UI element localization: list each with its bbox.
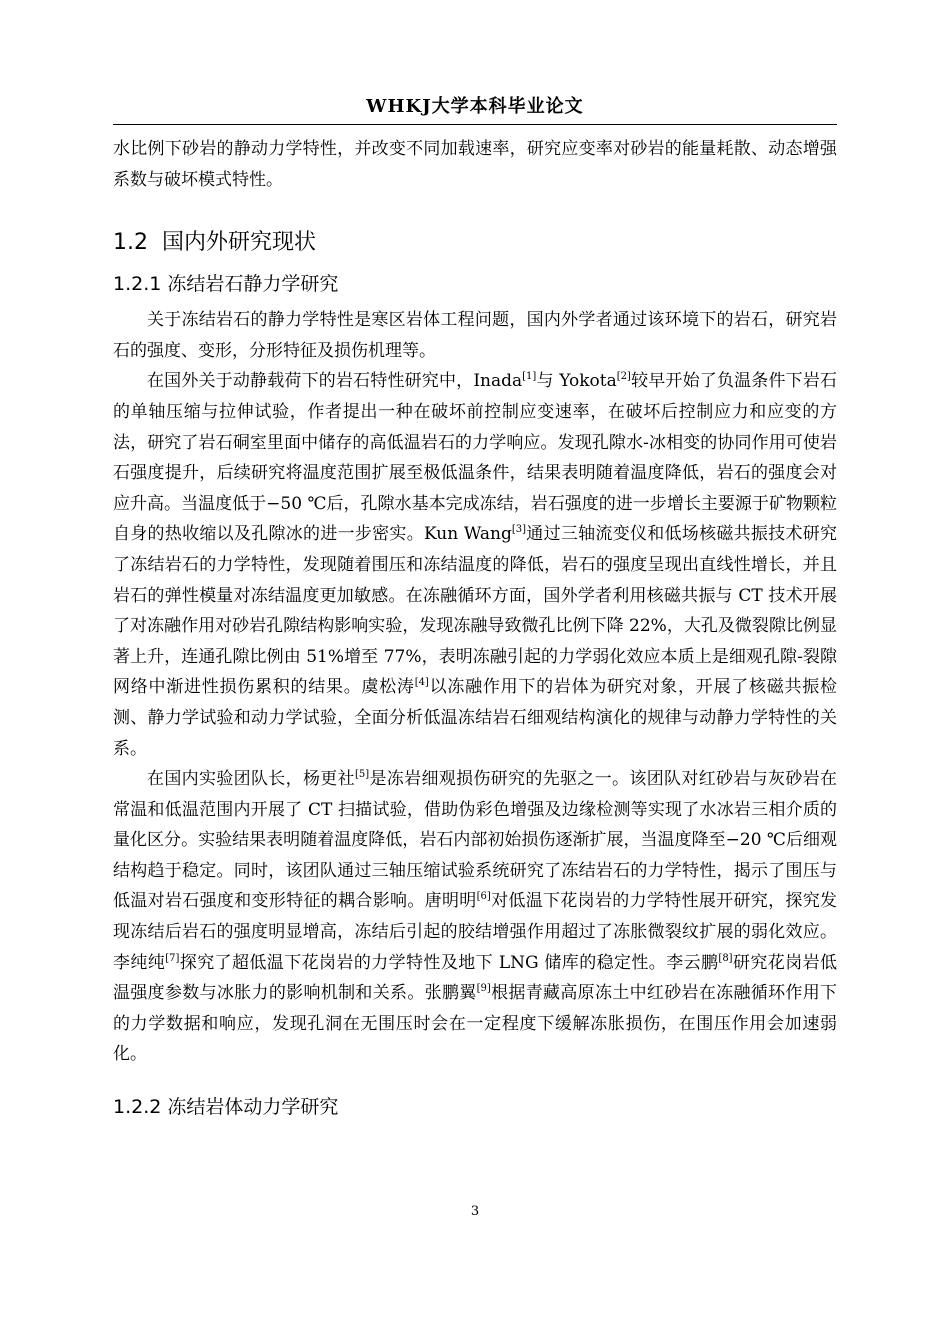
header-rule bbox=[113, 124, 837, 125]
paragraph-static-overview: 关于冻结岩石的静力学特性是寒区岩体工程问题，国内外学者通过该环境下的岩石，研究岩石的强度、变形，分形特征及损伤机理等。 bbox=[113, 310, 837, 361]
text-run: 以冻融作用下的岩体为研究对象，开展了核磁共振检测、静力学试验和动力学试验，全面分析低温冻结岩石细观结构演化的规律与动静力学特性的关系。 bbox=[113, 677, 838, 759]
citation-ref: [2] bbox=[616, 371, 631, 383]
intro-paragraph-tail: 水比例下砂岩的静动力学特性，并改变不同加载速率，研究应变率对砂岩的能量耗散、动态增强系数与破坏模式特性。 bbox=[113, 139, 837, 190]
text-run: 是冻岩细观损伤研究的先驱之一。该团队对红砂岩与灰砂岩在常温和低温范围内开展了 CT 扫描试验，借助伪彩色增强及边缘检测等实现了水冰岩三相介质的量化区分。实验结果表明随着温度降低，岩石内部初始损伤逐渐扩展，当温度降至−20 ℃后细观结构趋于稳定。同时，该团队通过三轴压缩试验系统研究了冻结岩石的力学特性，揭示了围压与低温对岩石强度和变形特征的耦合影响。唐明明 bbox=[113, 769, 838, 912]
subsection-number: 1.2.1 bbox=[113, 273, 162, 296]
citation-ref: [4] bbox=[414, 677, 429, 689]
body-text bbox=[113, 134, 837, 1128]
text-run: 对低温下花岗岩的力学特性展开研究，探究发现冻结后岩石的强度明显增高，冻结后引起的胶结增强作用超过了冻胀微裂纹扩展的弱化效应。李纯纯 bbox=[113, 891, 838, 973]
subsection-heading-1 bbox=[113, 269, 837, 299]
section-number: 1.2 bbox=[113, 230, 148, 256]
subsection-heading-2 bbox=[113, 1092, 837, 1122]
text-run: 根据青藏高原冻土中红砂岩在冻融循环作用下的力学数据和响应，发现孔洞在无围压时会在一定程度下缓解冻胀损伤，在围压作用会加速弱化。 bbox=[113, 983, 838, 1065]
paragraph-foreign-research bbox=[113, 366, 837, 764]
text-run: 探究了超低温下花岗岩的力学特性及地下 LNG 储库的稳定性。李云鹏 bbox=[179, 952, 719, 973]
text-run: 通过三轴流变仪和低场核磁共振技术研究了冻结岩石的力学特性，发现随着围压和冻结温度的降低，岩石的强度呈现出直线性增长，并且岩石的弹性模量对冻结温度更加敏感。在冻融循环方面，国外学者利用核磁共振与 CT 技术开展了对冻融作用对砂岩孔隙结构影响实验，发现冻融导致微孔比例下降 22%，大孔及微裂隙比例显著上升，连通孔隙比例由 51%增至 77%，表明冻融引起的力学弱化效应本质上是细观孔隙-裂隙网络中渐进性损伤累积的结果。虞松涛 bbox=[113, 524, 838, 698]
text-run: 研究花岗岩低温强度参数与冰胀力的影响机制和关系。张鹏翼 bbox=[113, 952, 838, 1004]
subsection-number: 1.2.2 bbox=[113, 1096, 162, 1119]
page-number: 3 bbox=[470, 1204, 480, 1219]
citation-ref: [9] bbox=[476, 983, 491, 995]
section-heading bbox=[113, 227, 837, 259]
citation-ref: [1] bbox=[522, 371, 537, 383]
running-header: WHKJ大学本科毕业论文 bbox=[366, 96, 584, 117]
subsection-title: 冻结岩体动力学研究 bbox=[167, 1096, 339, 1119]
citation-ref: [7] bbox=[165, 952, 180, 964]
text-run: 与 Yokota bbox=[536, 371, 617, 392]
text-run: 在国外关于动静载荷下的岩石特性研究中，Inada bbox=[147, 371, 523, 392]
citation-ref: [8] bbox=[718, 952, 733, 964]
citation-ref: [3] bbox=[511, 524, 527, 536]
citation-ref: [5] bbox=[354, 769, 370, 781]
section-title: 国内外研究现状 bbox=[162, 230, 317, 256]
paragraph-domestic-research bbox=[113, 764, 837, 1070]
text-run: 在国内实验团队长，杨更社 bbox=[147, 769, 355, 790]
citation-ref: [6] bbox=[476, 891, 491, 903]
text-run: 较早开始了负温条件下岩石的单轴压缩与拉伸试验，作者提出一种在破坏前控制应变速率，在破坏后控制应力和应变的方法，研究了岩石硐室里面中储存的高低温岩石的力学响应。发现孔隙水-冰相变的协同作用可使岩石强度提升，后续研究将温度范围扩展至极低温条件，结果表明随着温度降低，岩石的强度会对应升高。当温度低于−50 ℃后，孔隙水基本完成冻结，岩石强度的进一步增长主要源于矿物颗粒自身的热收缩以及孔隙冰的进一步密实。Kun Wang bbox=[113, 371, 838, 545]
subsection-title: 冻结岩石静力学研究 bbox=[167, 273, 339, 296]
